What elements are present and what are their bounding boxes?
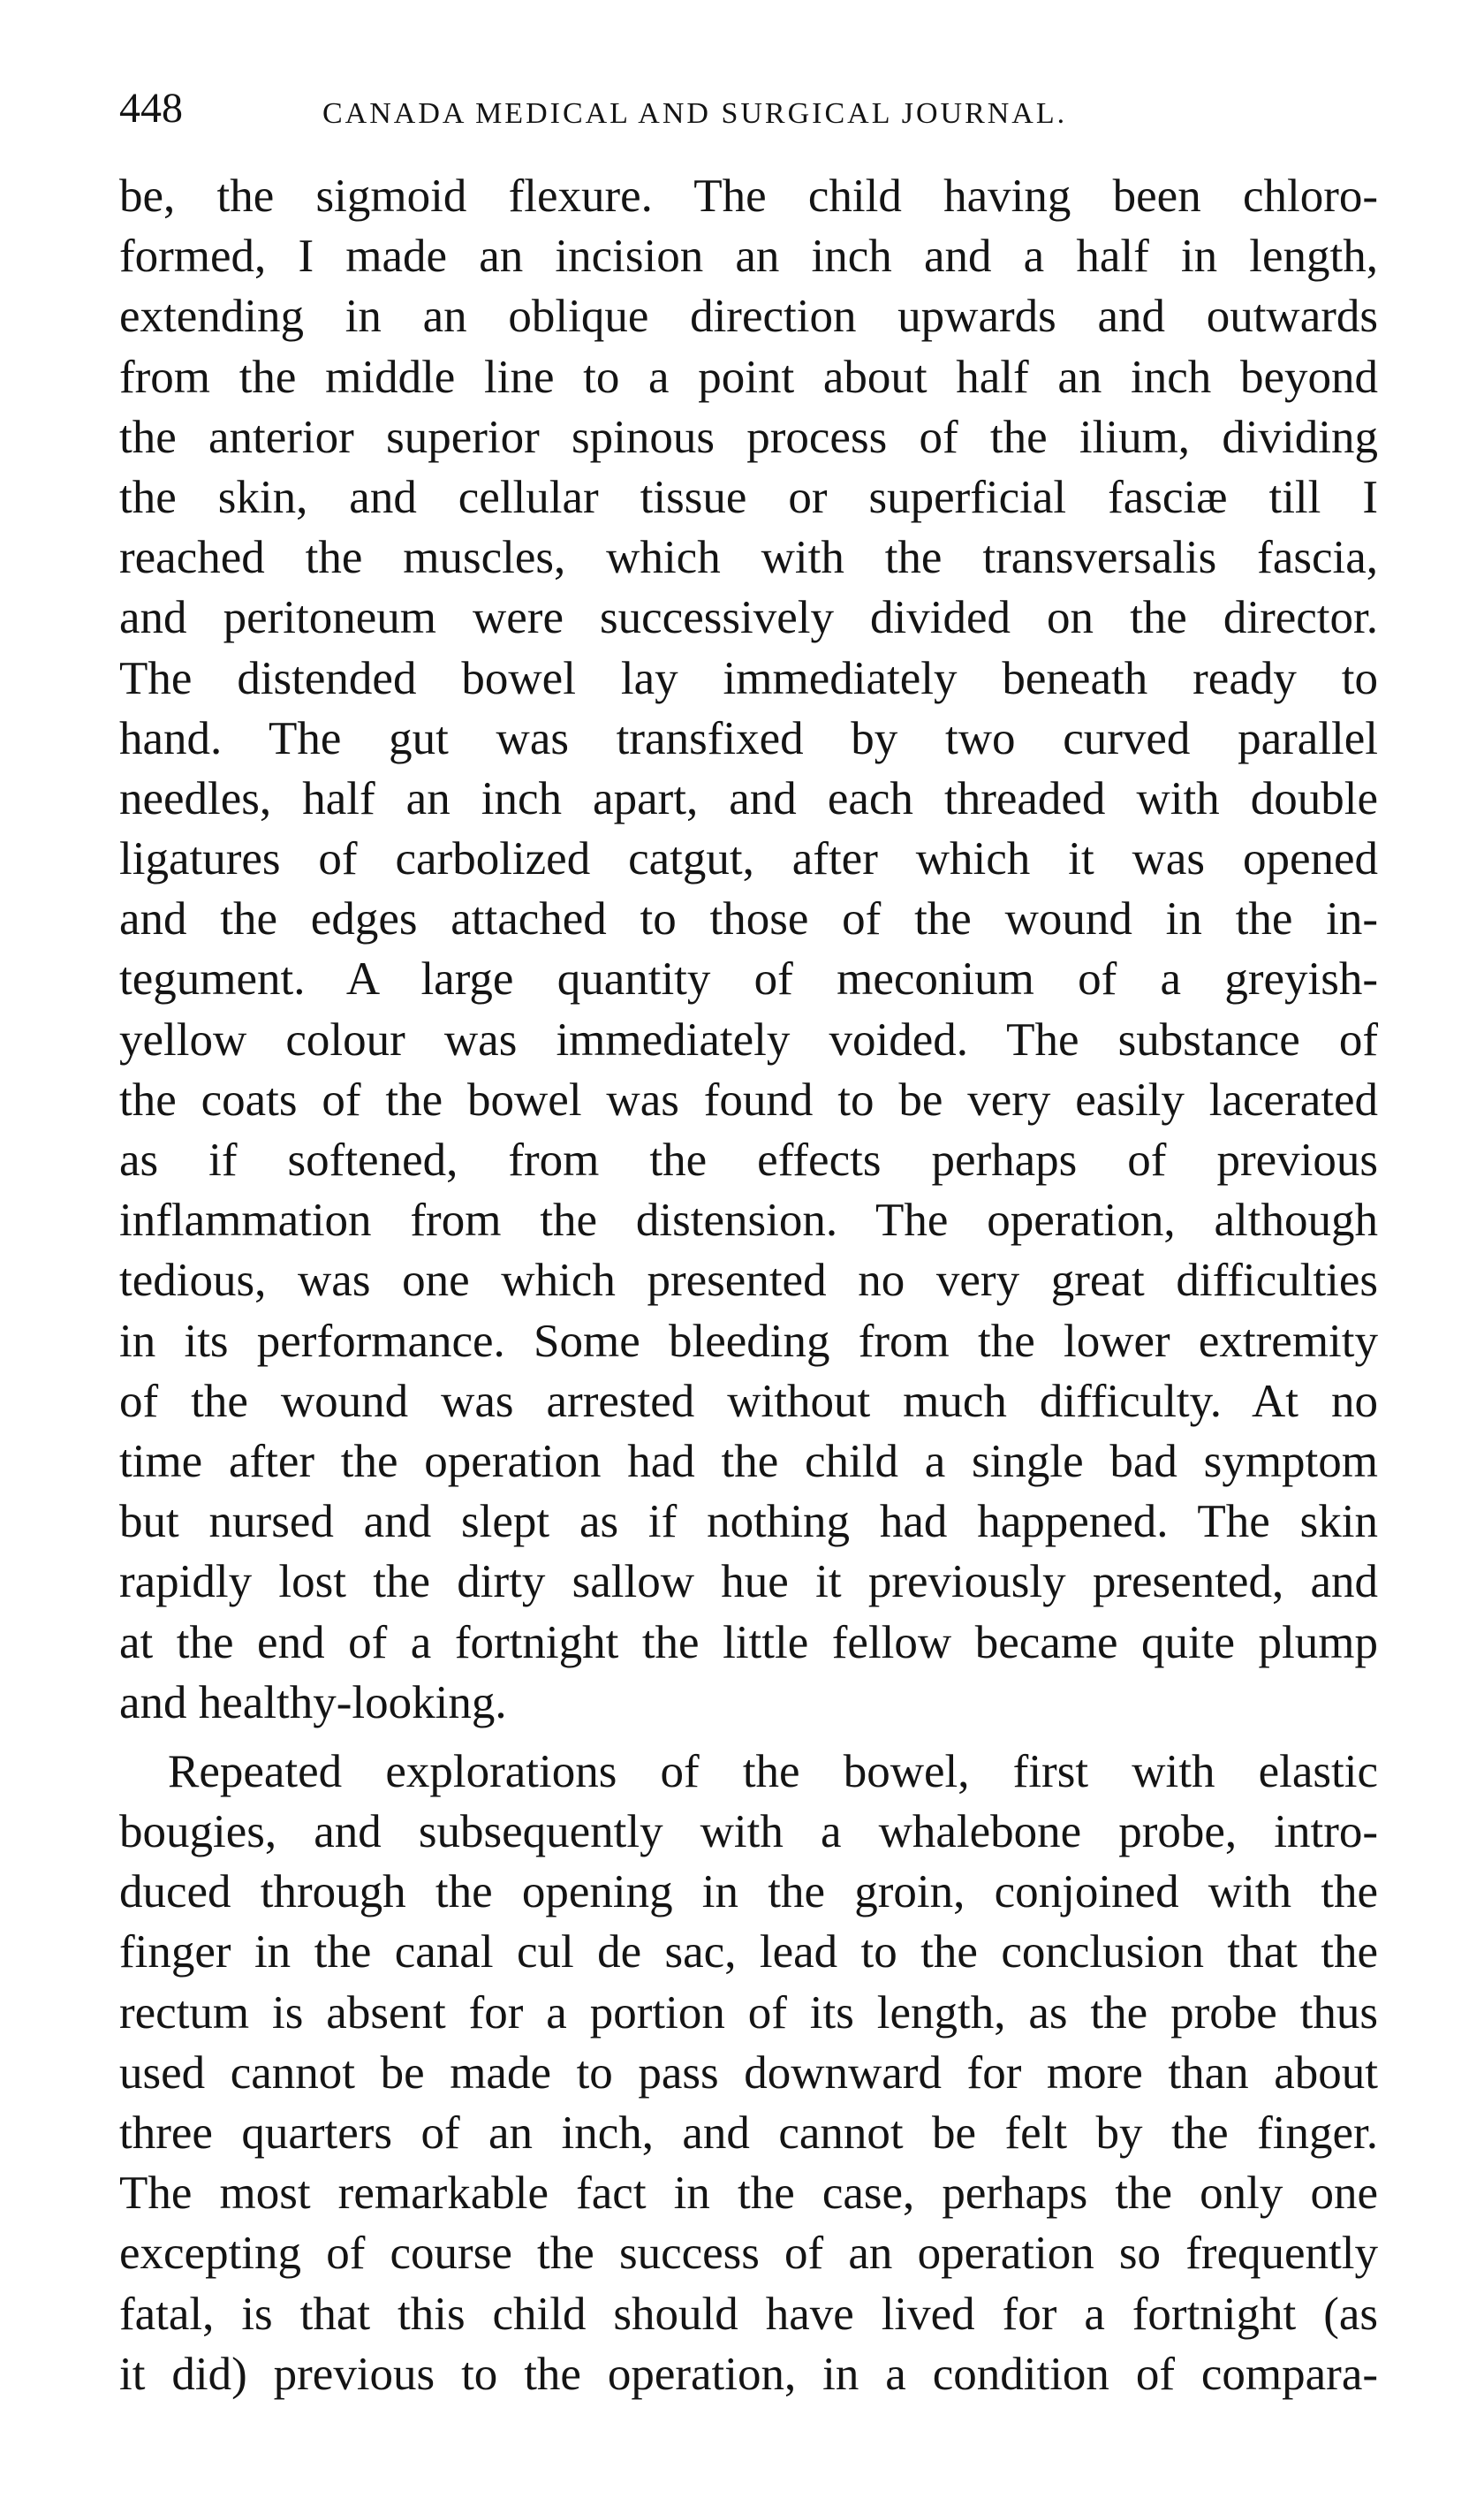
page-header — [119, 78, 1374, 140]
text-line: needles, half an inch apart, and each threaded with double — [119, 772, 1378, 824]
text-line: finger in the canal cul de sac, lead to the conclusion that the — [119, 1926, 1378, 1978]
text-line: used cannot be made to pass downward for more than about — [119, 2046, 1378, 2099]
text-line: but nursed and slept as if nothing had happened. The skin — [119, 1496, 1378, 1548]
paragraph-2 — [119, 1742, 1378, 2404]
text-line: The distended bowel lay immediately beneath ready to — [119, 652, 1378, 704]
text-line: at the end of a fortnight the little fellow became quite plump — [119, 1616, 1378, 1668]
text-line: time after the operation had the child a single bad symptom — [119, 1435, 1378, 1487]
text-line: the skin, and cellular tissue or superficial fasciæ till I — [119, 471, 1378, 523]
text-line: of the wound was arrested without much difficulty. At no — [119, 1375, 1378, 1427]
text-line: The most remarkable fact in the case, perhaps the only one — [119, 2168, 1378, 2220]
text-line: and healthy-looking. — [119, 1676, 507, 1728]
text-line: inflammation from the distension. The operation, although — [119, 1195, 1378, 1247]
text-line: yellow colour was immediately voided. The substance of — [119, 1014, 1378, 1066]
text-line: hand. The gut was transfixed by two curved parallel — [119, 712, 1378, 764]
text-line: and peritoneum were successively divided on the director. — [119, 592, 1378, 644]
text-line: and the edges attached to those of the wound in the in- — [119, 893, 1378, 945]
text-line: in its performance. Some bleeding from the lower extremity — [119, 1315, 1378, 1367]
text-line: tedious, was one which presented no very great difficulties — [119, 1255, 1378, 1307]
text-line: the coats of the bowel was found to be very easily lacerated — [119, 1074, 1378, 1126]
text-line: it did) previous to the operation, in a condition of compara- — [119, 2348, 1378, 2400]
text-line: formed, I made an incision an inch and a half in length, — [119, 231, 1378, 283]
text-line: bougies, and subsequently with a whalebone probe, intro- — [119, 1806, 1378, 1858]
text-line: ligatures of carbolized catgut, after which it was opened — [119, 833, 1378, 885]
text-line: rectum is absent for a portion of its length, as the probe thus — [119, 1986, 1378, 2039]
paragraph-1 — [119, 166, 1378, 1733]
text-line: as if softened, from the effects perhaps of previous — [119, 1135, 1378, 1186]
text-line: three quarters of an inch, and cannot be felt by the finger. — [119, 2107, 1378, 2159]
text-line: excepting of course the success of an operation so frequently — [119, 2228, 1378, 2280]
text-line: duced through the opening in the groin, conjoined with the — [119, 1866, 1378, 1918]
text-line: be, the sigmoid flexure. The child having been chloro- — [119, 171, 1378, 222]
text-line: fatal, is that this child should have lived for a fortnight (as — [119, 2288, 1378, 2340]
text-line: rapidly lost the dirty sallow hue it previously presented, and — [119, 1556, 1378, 1608]
text-line: reached the muscles, which with the transversalis fascia, — [119, 532, 1378, 584]
text-line: from the middle line to a point about half an inch beyond — [119, 351, 1378, 403]
paragraph-gap — [119, 1733, 1378, 1742]
page-number: 448 — [119, 85, 183, 132]
text-line: extending in an oblique direction upwards and outwards — [119, 291, 1378, 343]
article-body — [119, 166, 1378, 2404]
text-line: Repeated explorations of the bowel, first with elastic — [168, 1745, 1378, 1797]
text-line: the anterior superior spinous process of the ilium, dividing — [119, 411, 1378, 463]
text-line: tegument. A large quantity of meconium of a greyish- — [119, 953, 1378, 1006]
running-head: CANADA MEDICAL AND SURGICAL JOURNAL. — [322, 97, 1068, 130]
